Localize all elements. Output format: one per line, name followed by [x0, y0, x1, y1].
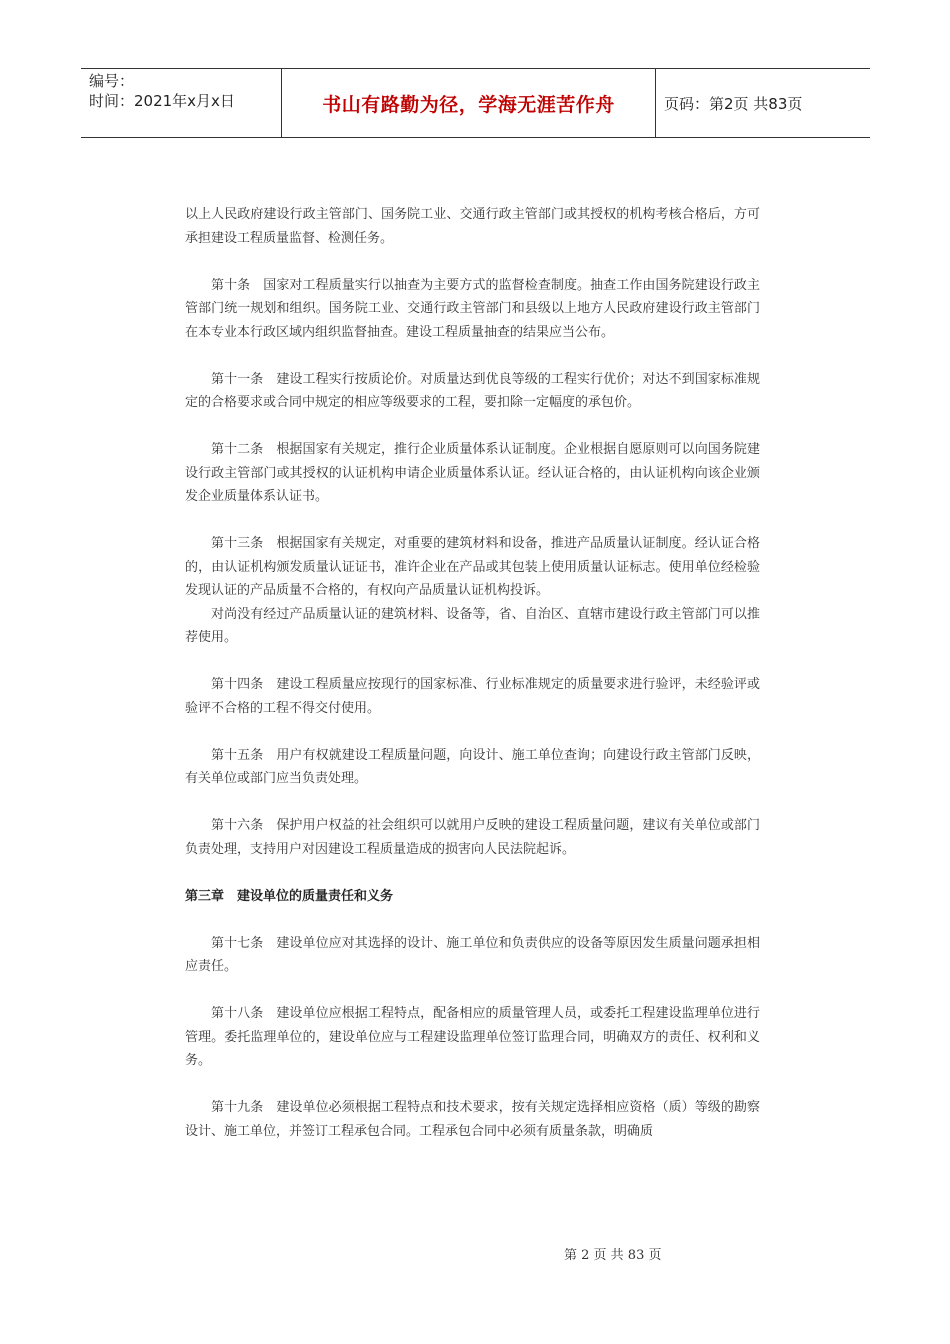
article-17: 第十七条 建设单位应对其选择的设计、施工单位和负责供应的设备等原因发生质量问题承担相应责任。	[185, 935, 760, 974]
article-15: 第十五条 用户有权就建设工程质量问题，向设计、施工单位查询；向建设行政主管部门反映，有关单位或部门应当负责处理。	[185, 747, 760, 786]
paragraph-continuation: 以上人民政府建设行政主管部门、国务院工业、交通行政主管部门或其授权的机构考核合格后，方可承担建设工程质量监督、检测任务。	[185, 207, 760, 246]
article-12: 第十二条 根据国家有关规定，推行企业质量体系认证制度。企业根据自愿原则可以向国务院建设行政主管部门或其授权的认证机构申请企业质量体系认证。经认证合格的，由认证机构向该企业颁发企业质量体系认证书。	[185, 442, 760, 504]
document-number-label: 编号：	[89, 72, 135, 90]
page-footer: 第 2 页 共 83 页	[564, 1248, 662, 1263]
header-page-info: 页码：第2页 共83页	[664, 94, 803, 113]
article-19: 第十九条 建设单位必须根据工程特点和技术要求，按有关规定选择相应资格（质）等级的勘察设计、施工单位，并签订工程承包合同。工程承包合同中必须有质量条款，明确质	[185, 1100, 760, 1139]
document-body	[185, 203, 760, 1167]
header-motto: 书山有路勤为径，学海无涯苦作舟	[322, 93, 615, 116]
article-13: 第十三条 根据国家有关规定，对重要的建筑材料和设备，推进产品质量认证制度。经认证合格的，由认证机构颁发质量认证证书，准许企业在产品或其包装上使用质量认证标志。使用单位经检验发现认证的产品质量不合格的，有权向产品质量认证机构投诉。	[185, 536, 760, 598]
article-14: 第十四条 建设工程质量应按现行的国家标准、行业标准规定的质量要求进行验评，未经验评或验评不合格的工程不得交付使用。	[185, 677, 760, 716]
article-10: 第十条 国家对工程质量实行以抽查为主要方式的监督检查制度。抽查工作由国务院建设行政主管部门统一规划和组织。国务院工业、交通行政主管部门和县级以上地方人民政府建设行政主管部门在本专业本行政区域内组织监督抽查。建设工程质量抽查的结果应当公布。	[185, 277, 760, 340]
page-header	[81, 68, 870, 138]
article-16: 第十六条 保护用户权益的社会组织可以就用户反映的建设工程质量问题，建议有关单位或部门负责处理，支持用户对因建设工程质量造成的损害向人民法院起诉。	[185, 818, 760, 857]
header-divider-right	[655, 69, 656, 137]
chapter-3-heading: 第三章 建设单位的质量责任和义务	[185, 888, 394, 904]
article-11: 第十一条 建设工程实行按质论价。对质量达到优良等级的工程实行优价；对达不到国家标准规定的合格要求或合同中规定的相应等级要求的工程，要扣除一定幅度的承包价。	[185, 371, 760, 410]
article-18: 第十八条 建设单位应根据工程特点，配备相应的质量管理人员，或委托工程建设监理单位进行管理。委托监理单位的，建设单位应与工程建设监理单位签订监理合同，明确双方的责任、权利和义务。	[185, 1006, 760, 1068]
article-13-supplement: 对尚没有经过产品质量认证的建筑材料、设备等，省、自治区、直辖市建设行政主管部门可以推荐使用。	[185, 606, 760, 645]
header-meta	[81, 69, 281, 137]
document-date: 时间：2021年x月x日	[89, 92, 235, 110]
